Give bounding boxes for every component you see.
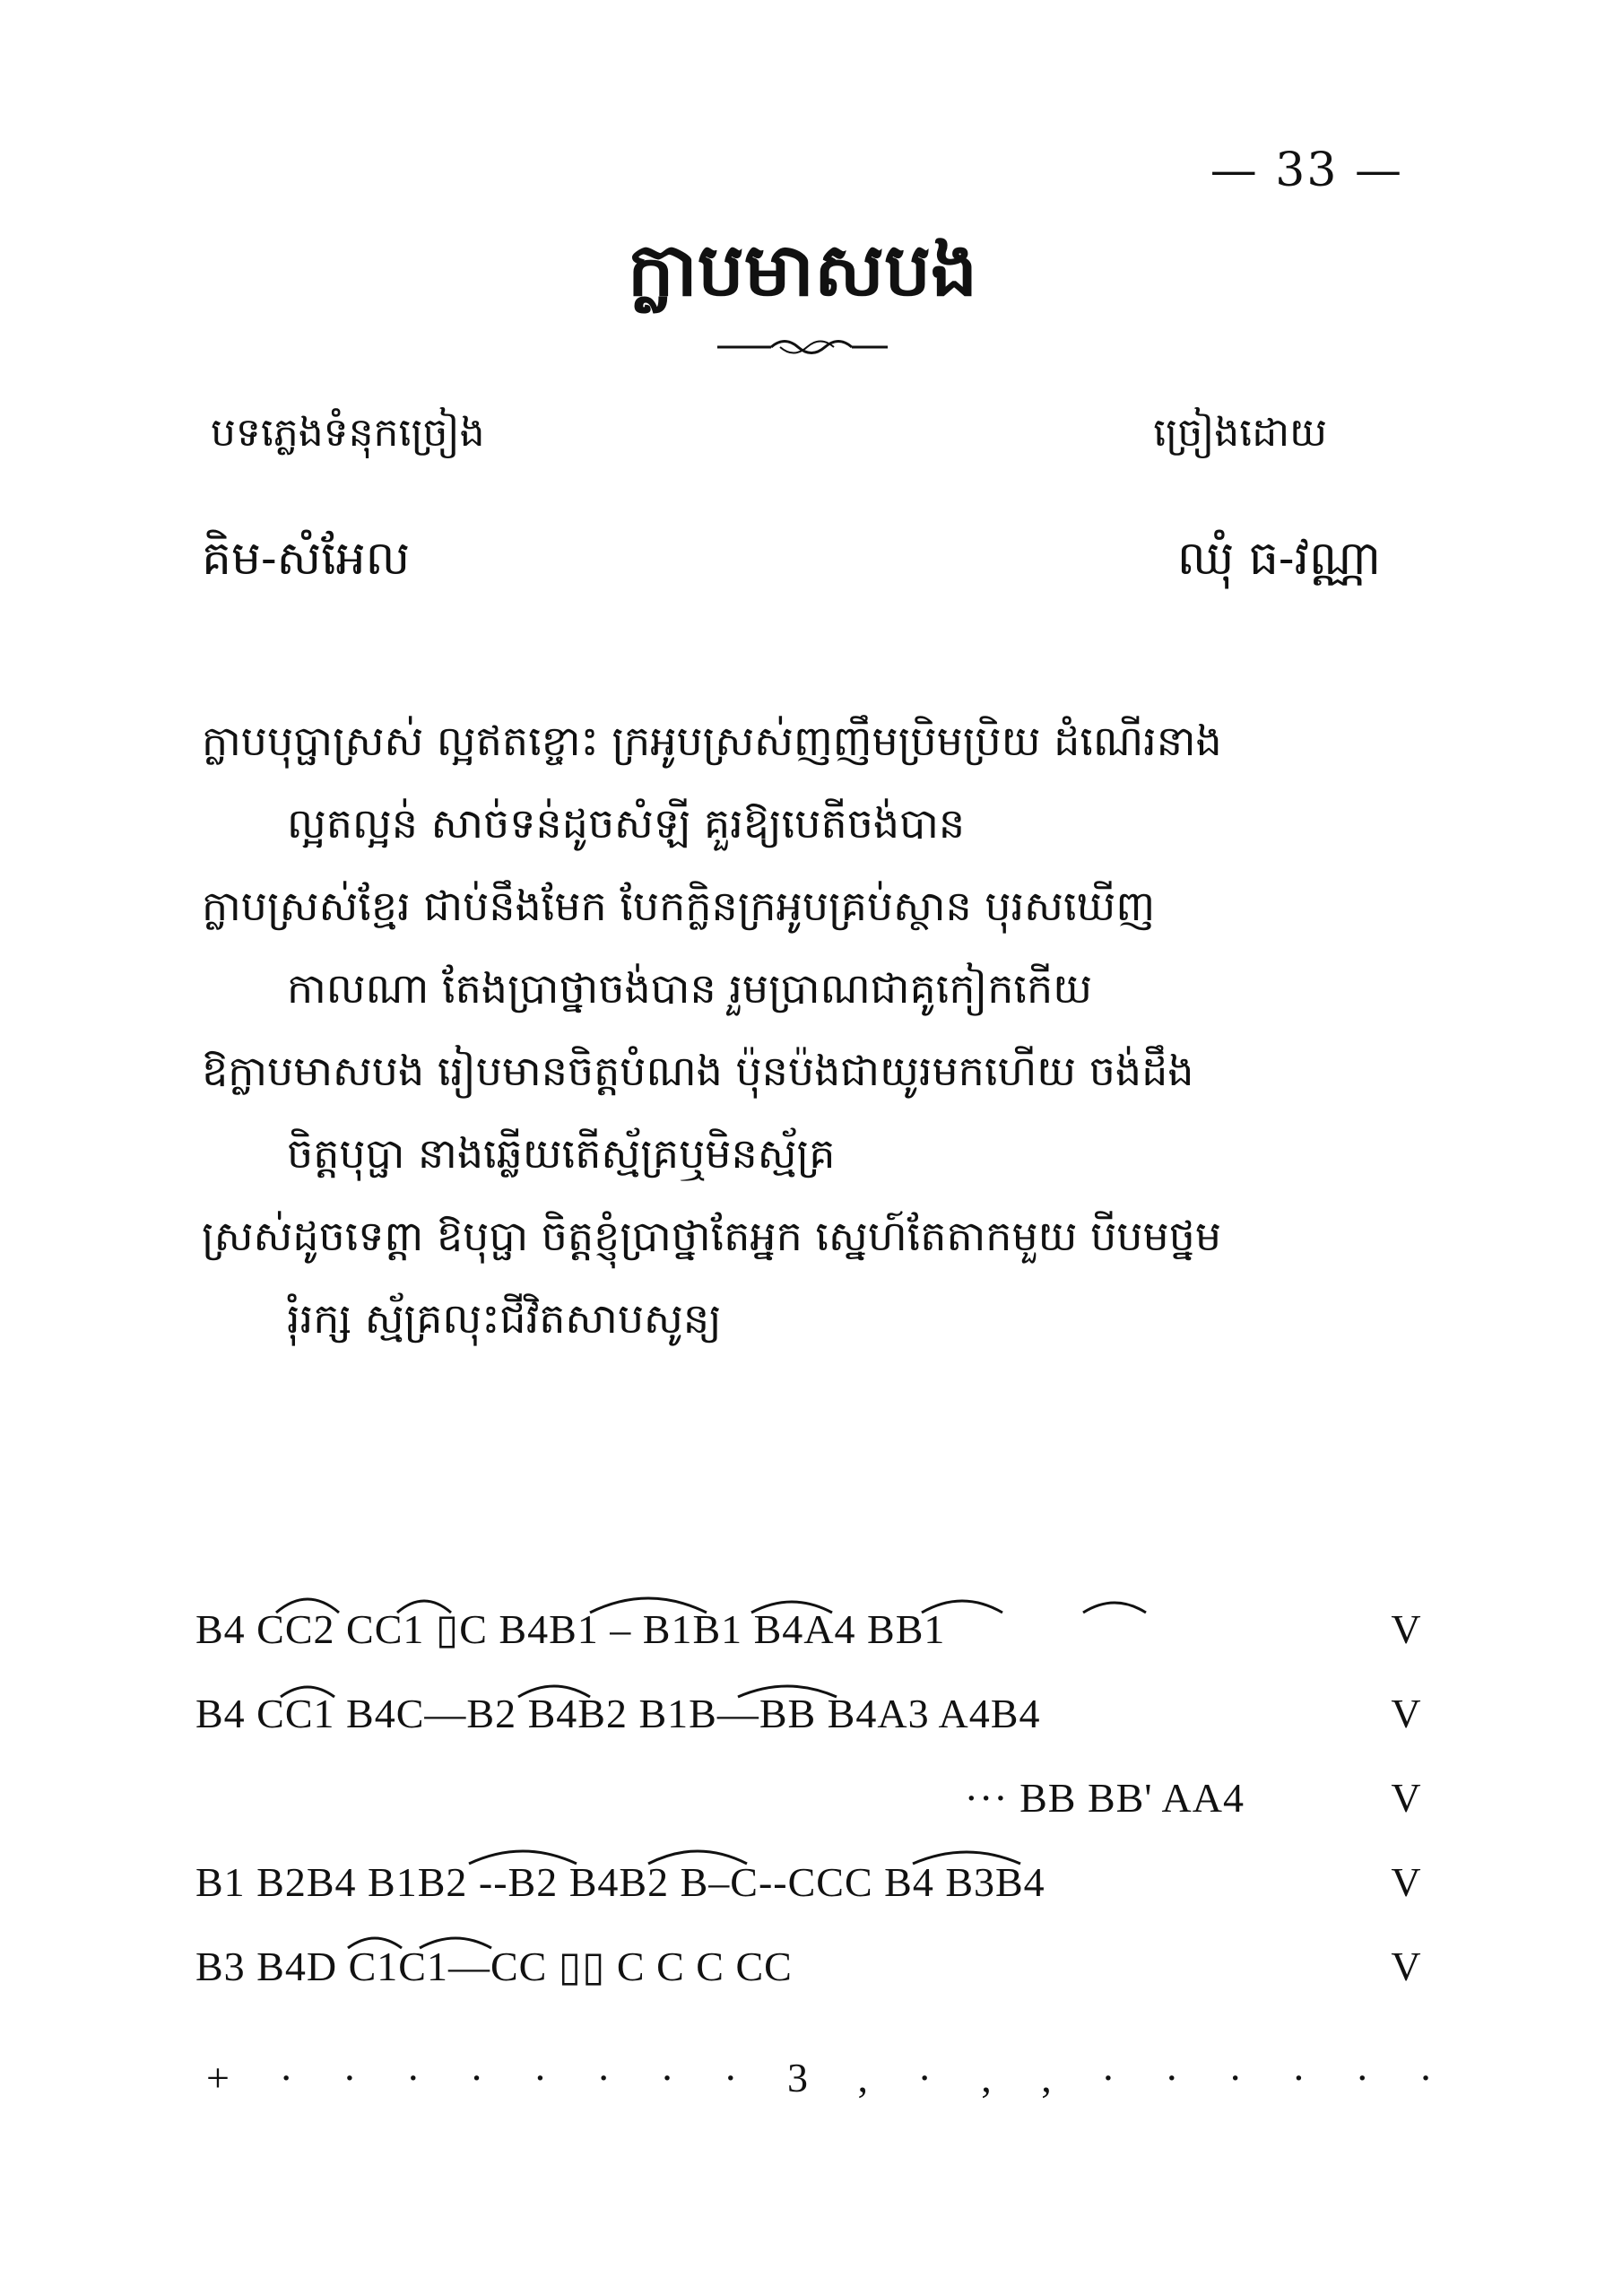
composer-label: បទភ្លេងទំនុកច្រៀង bbox=[211, 410, 485, 456]
title-ornament bbox=[717, 334, 888, 361]
slur-mark bbox=[913, 1852, 1020, 1864]
slur-mark bbox=[648, 1851, 747, 1864]
slur-mark bbox=[751, 1602, 832, 1613]
slur-mark bbox=[738, 1686, 837, 1697]
composer-name: គិម-សំអែល bbox=[202, 532, 411, 586]
notation-line: B4 CC1 B4C—B2 B4B2 B1B—BB B4A3 A4B4 bbox=[195, 1691, 1041, 1736]
notation-slurs bbox=[195, 1587, 1415, 2018]
notation-line: B3 B4D C1C1—CC ▯▯ C C C CC bbox=[195, 1944, 793, 1989]
slur-mark bbox=[922, 1601, 1002, 1613]
slur-mark bbox=[281, 1687, 334, 1697]
lyric-line: ក្លាបស្រស់ខ្មែរ ជាប់នឹងមែក បែកក្លិនក្រអូបគ្រប់ស្ថាន ​បុរសឃើញ bbox=[202, 882, 1156, 930]
lyric-line: កាលណា តែងប្រាថ្នាចង់បាន ​រួមប្រាណជាគូកៀកកើយ bbox=[287, 964, 1093, 1013]
song-title: ក្លាបមាសបង bbox=[627, 227, 978, 313]
bar-mark: V bbox=[1391, 1944, 1421, 1989]
notation-line: ··· BB BB' AA4 bbox=[964, 1775, 1245, 1821]
slur-mark bbox=[420, 1938, 491, 1948]
slur-mark bbox=[469, 1851, 577, 1864]
slur-mark bbox=[348, 1938, 402, 1948]
notation-line: B1 B2B4 B1B2 --B2 B4B2 B–C--CCC B4 B3B4 bbox=[195, 1859, 1045, 1905]
bar-mark: V bbox=[1391, 1859, 1421, 1905]
lyric-line: ល្អតល្អន់ ​សាច់ទន់ដូចសំឡី ​គួរឱ្យបេតីចង់បាន bbox=[287, 799, 966, 848]
singer-name: ឈុំ ធ-វណ្ណា bbox=[1176, 532, 1381, 586]
lyrics-block bbox=[202, 700, 1394, 1360]
slur-mark bbox=[518, 1686, 590, 1697]
slur-mark bbox=[1083, 1603, 1146, 1613]
bar-mark: V bbox=[1391, 1691, 1421, 1736]
bar-mark: V bbox=[1391, 1606, 1421, 1652]
slur-mark bbox=[397, 1601, 451, 1613]
lyric-line: រុំរក្ស ​ស្ម័គ្រលុះជីវិតសាបសូន្យ bbox=[287, 1294, 722, 1343]
lyric-line: ឱក្លាបមាសបង ​រៀបមានចិត្តបំណង ​ប៉ុនប៉ងជាយូរមកហើយ ​ចង់ដឹង bbox=[202, 1047, 1194, 1095]
slur-mark bbox=[590, 1598, 707, 1613]
slur-mark bbox=[276, 1599, 339, 1613]
lyric-line: ស្រស់ដូចទេព្តា ​ឱបុប្ផា ​ចិត្តខ្ញុំប្រាថ្នាតែអ្នក ​ស្នេហ៍តែតាកមួយ ​បីបមថ្នម bbox=[202, 1212, 1222, 1260]
notation-block bbox=[195, 1587, 1421, 2009]
bar-mark: V bbox=[1391, 1775, 1421, 1821]
singer-label: ច្រៀងដោយ bbox=[1153, 410, 1327, 456]
footer-marks: + · · · · · · · · 3 , · , , · · · · · · bbox=[206, 2055, 1453, 2100]
notation-line: B4 CC2 CC1 ▯C B4B1 – B1B1 B4A4 BB1 bbox=[195, 1606, 946, 1652]
page-number: — 33 — bbox=[1210, 144, 1403, 197]
lyric-line: ក្លាបបុប្ផាស្រស់ ល្អឥតខ្ចោះ ក្រអូបស្រស់ញញឹមប្រិមប្រិយ ដំណើរនាង bbox=[202, 717, 1222, 765]
bar-marks bbox=[1379, 1587, 1433, 2009]
lyric-line: ចិត្តបុប្ផា ​នាងឆ្លើយតើស្ម័គ្រឬមិនស្ម័គ្រ bbox=[287, 1129, 836, 1178]
